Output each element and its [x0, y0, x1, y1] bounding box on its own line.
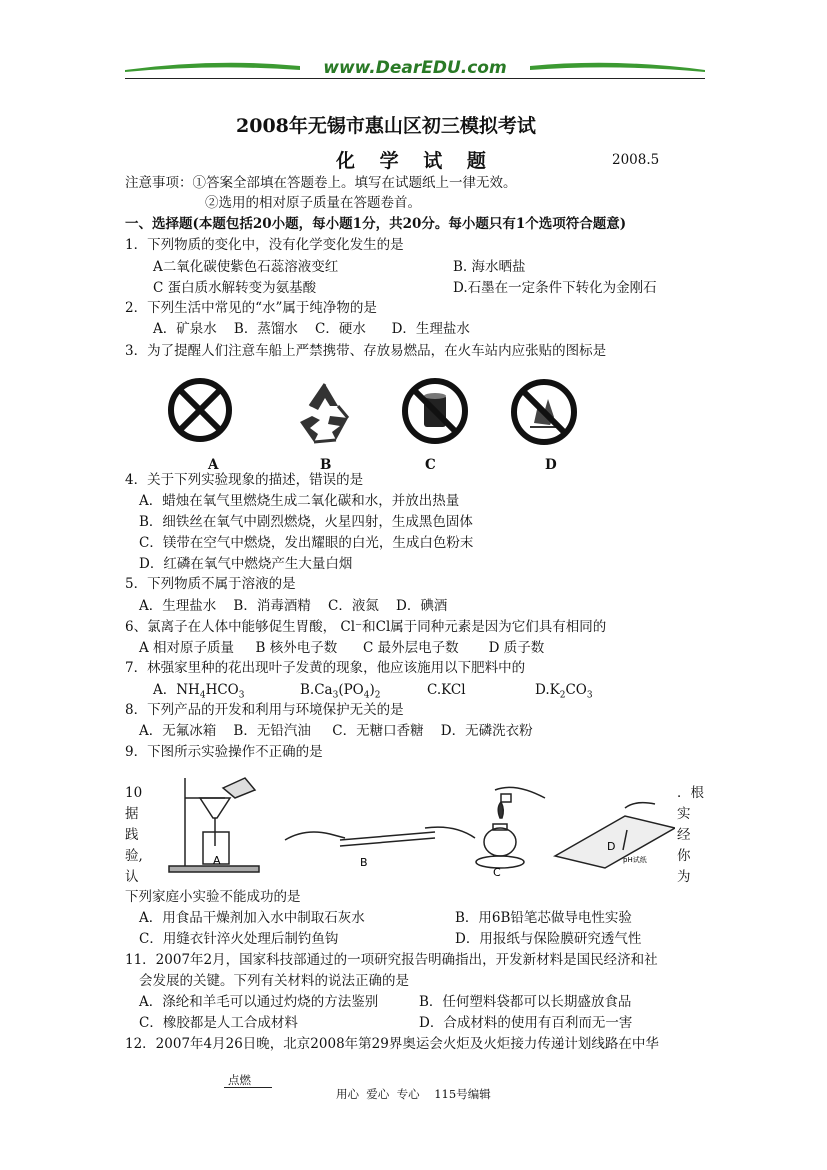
no-fuel-barrel-icon: [400, 377, 470, 445]
q4-stem: 4．关于下列实验现象的描述，错误的是: [125, 472, 364, 488]
figure-c-alcohol-lamp: [476, 787, 545, 868]
q3-label-c: C: [425, 457, 436, 473]
q9-label-b: B: [360, 856, 368, 869]
q10-left-1: 10: [125, 785, 143, 801]
figure-d-ph-paper: [555, 803, 675, 868]
q11-stem-2: 会发展的关键。下列有关材料的说法正确的是: [139, 973, 409, 989]
recycle-icon: [290, 378, 360, 446]
q10-right-4: 你: [677, 848, 691, 864]
section-heading: 一、选择题(本题包括20小题，每小题1分，共20分。每小题只有1个选项符合题意): [125, 216, 627, 232]
q9-ph-label: pH试纸: [623, 856, 647, 864]
exam-date: 2008.5: [612, 152, 660, 168]
q7-option-d: $D.K_2CO_3$: [535, 682, 593, 701]
q10-left-2: 据: [125, 806, 139, 822]
q12-stem: 12．2007年4月26日晚，北京2008年第29界奥运会火炬及火炬接力传递计划线路在中华: [125, 1036, 659, 1052]
header-rule: [125, 78, 705, 79]
page-title: 2008年无锡市惠山区初三模拟考试: [236, 115, 536, 137]
q8-stem: 8．下列产品的开发和利用与环境保护无关的是: [125, 702, 404, 718]
q10-left-3: 践: [125, 827, 139, 843]
site-url: www.DearEDU.com: [323, 58, 507, 78]
q10-right-5: 为: [677, 869, 691, 885]
q6-options: A 相对原子质量 B 核外电子数 C 最外层电子数 D 质子数: [139, 640, 545, 656]
q10-option-a: A．用食品干燥剂加入水中制取石灰水: [139, 910, 365, 926]
q6-stem: 6、氯离子在人体中能够促生胃酸， Cl⁻和Cl属于同种元素是因为它们具有相同的: [125, 619, 607, 635]
q10-left-4: 验,: [125, 848, 143, 864]
q3-label-b: B: [320, 457, 332, 473]
q7-option-b: $B.Ca_3(PO_4)_2$: [300, 682, 381, 701]
q10-option-c: C．用缝衣针淬火处理后制钓鱼钩: [139, 931, 339, 947]
q1-option-c: C 蛋白质水解转变为氨基酸: [153, 280, 317, 296]
q10-left-5: 认: [125, 869, 139, 885]
q10-option-d: D．用报纸与保险膜研究透气性: [455, 931, 642, 947]
q3-stem: 3．为了提醒人们注意车船上严禁携带、存放易燃品，在火车站内应张贴的图标是: [125, 343, 607, 359]
note-2: ②选用的相对原子质量在答题卷首。: [205, 195, 421, 211]
q5-options: A．生理盐水 B．消毒酒精 C．液氮 D．碘酒: [139, 598, 448, 614]
q11-stem-1: 11．2007年2月，国家科技部通过的一项研究报告明确指出，开发新材料是国民经济和社: [125, 952, 658, 968]
q3-label-a: A: [208, 457, 219, 473]
q4-option-d: D．红磷在氧气中燃烧产生大量白烟: [139, 556, 353, 572]
q10-option-b: B．用6B铅笔芯做导电性实验: [455, 910, 632, 926]
q7-option-c: C.KCl: [427, 682, 466, 698]
q4-option-c: C．镁带在空气中燃烧，发出耀眼的白光，生成白色粉末: [139, 535, 474, 551]
q1-option-a: A二氧化碳使紫色石蕊溶液变红: [153, 259, 339, 275]
q4-option-b: B．细铁丝在氧气中剧烈燃烧，火星四射，生成黑色固体: [139, 514, 473, 530]
q1-option-d: D.石墨在一定条件下转化为金刚石: [453, 280, 657, 296]
q7-option-a: A．$NH_4HCO_3$: [153, 682, 245, 701]
q9-label-d: D: [607, 840, 616, 853]
no-entry-cross-icon: [163, 378, 238, 443]
q1-stem: 1．下列物质的变化中，没有化学变化发生的是: [125, 237, 404, 253]
site-header: [125, 56, 705, 86]
no-flammables-icon: [508, 377, 580, 447]
q9-stem: 9．下图所示实验操作不正确的是: [125, 744, 323, 760]
q3-label-d: D: [545, 457, 557, 473]
q2-stem: 2．下列生活中常见的“水”属于纯净物的是: [125, 300, 377, 316]
figure-b-test-tube: [285, 827, 475, 846]
q10-right-1: ．根: [677, 785, 704, 801]
q10-right-2: 实: [677, 806, 691, 822]
q8-options: A．无氟冰箱 B．无铅汽油 C．无糖口香糖 D．无磷洗衣粉: [139, 723, 533, 739]
q11-option-d: D．合成材料的使用有百利而无一害: [419, 1015, 633, 1031]
lab-operations-figure: [155, 768, 675, 880]
q1-option-b: B. 海水晒盐: [453, 259, 526, 275]
note-1: 注意事项：①答案全部填在答题卷上。填写在试题纸上一律无效。: [125, 175, 517, 191]
q9-label-c: C: [493, 866, 501, 879]
q11-option-c: C．橡胶都是人工合成材料: [139, 1015, 298, 1031]
q4-option-a: A．蜡烛在氧气里燃烧生成二氧化碳和水，并放出热量: [139, 493, 460, 509]
page-subtitle: 化 学 试 题: [336, 150, 495, 172]
footer-left-note: 点燃: [228, 1073, 251, 1087]
q11-option-b: B．任何塑料袋都可以长期盛放食品: [419, 994, 632, 1010]
q10-right-3: 经: [677, 827, 691, 843]
q10-stem: 下列家庭小实验不能成功的是: [125, 889, 301, 905]
q11-option-a: A．涤纶和羊毛可以通过灼烧的方法鉴别: [139, 994, 379, 1010]
footer-center: 用心 爱心 专心 115号编辑: [336, 1087, 491, 1101]
q5-stem: 5．下列物质不属于溶液的是: [125, 576, 296, 592]
q9-label-a: A: [213, 854, 221, 867]
q7-stem: 7．林强家里种的花出现叶子发黄的现象，他应该施用以下肥料中的: [125, 660, 526, 676]
q2-options: A．矿泉水 B．蒸馏水 C．硬水 D．生理盐水: [153, 321, 470, 337]
footer-rule: [224, 1087, 272, 1088]
